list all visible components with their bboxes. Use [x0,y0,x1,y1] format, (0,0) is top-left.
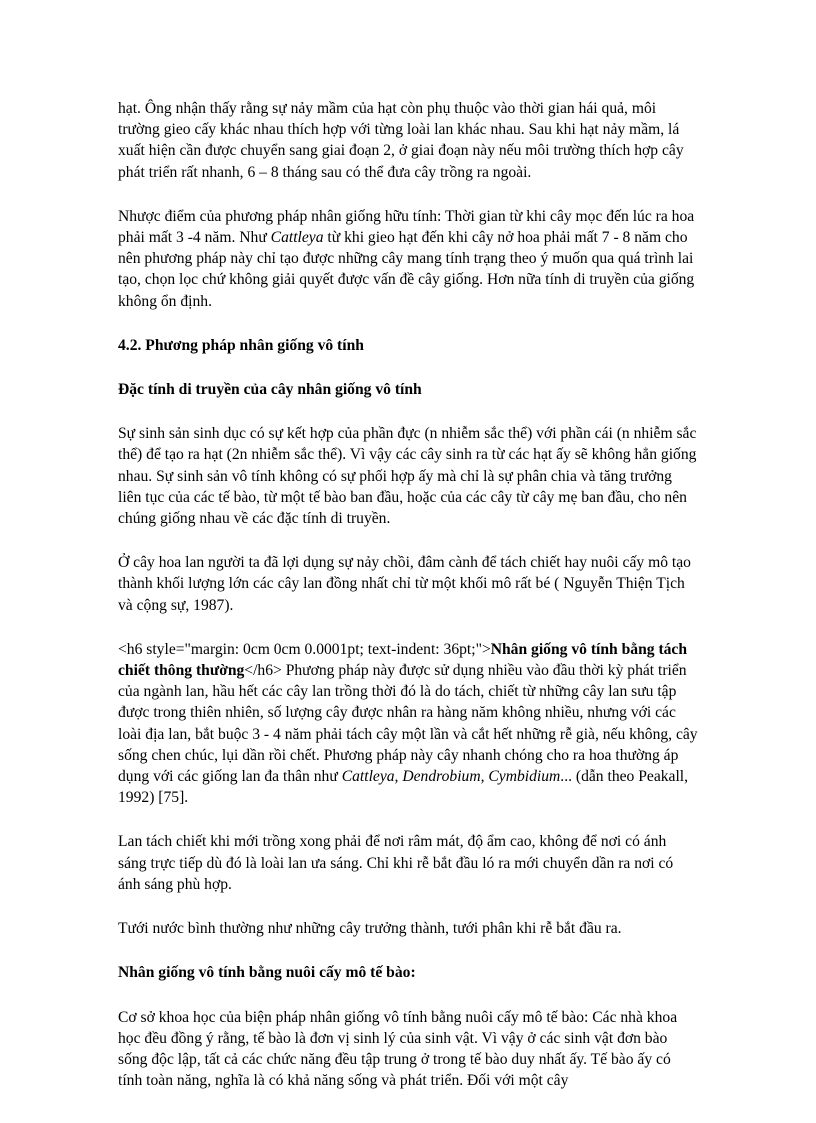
paragraph-seed-germination: hạt. Ông nhận thấy rằng sự nảy mầm của hạt còn phụ thuộc vào thời gian hái quả, môi trường gieo cấy khác nhau thích hợp với từng loài lan khác nhau. Sau khi hạt nảy mầm, lá xuất hiện cần được chuyển sang giai đoạn 2, ở giai đoạn này nếu môi trường thích hợp cây phát triển rất nhanh, 6 – 8 tháng sau có thể đưa cây trồng ra ngoài. [118,100,684,181]
inline-bold-heading: Nhân giống vô tính bằng tách chiết thông thường [118,640,688,680]
paragraph-aftercare: Lan tách chiết khi mới trồng xong phải để nơi râm mát, độ ẩm cao, không để nơi có ánh sáng trực tiếp dù đó là loài lan ưa sáng. Chỉ khi rễ bắt đầu ló ra mới chuyển dần ra nơi có ánh sáng phù hợp. [118,833,674,893]
text-run: từ khi gieo hạt đến khi cây nở hoa phải mất 7 - 8 năm cho nên phương pháp này chỉ tạo được những cây mang tính trạng theo ý muốn qua quá trình lai tạo, chọn lọc chứ không giải quyết được vấn đề cây giống. Hơn nữa tính di truyền của giống không ổn định. [118,229,695,310]
paragraph-sexual-disadvantage [118,206,698,312]
subheading-genetic-traits: Đặc tính di truyền của cây nhân giống vô tính [118,381,422,399]
paragraph-watering: Tưới nước bình thường như những cây trưởng thành, tưới phân khi rễ bắt đầu ra. [118,920,622,938]
text-run: Phương pháp này được sử dụng nhiều vào đầu thời kỳ phát triển của ngành lan, hầu hết các cây lan trồng thời đó là do tách, chiết từ những cây lan sưu tập được trong thiên nhiên, số lượng cây được nhân ra hàng năm không nhiều, nhưng với các loài địa lan, bắt buộc 3 - 4 năm phải tách cây một lần và cắt hết những rễ già, nếu không, cây sống chen chúc, lụi dần rồi chết. Phương pháp này cây nhanh chóng cho ra hoa thường áp dụng với các giống lan đa thân như [118,662,698,786]
section-heading-4-2: 4.2. Phương pháp nhân giống vô tính [118,336,364,354]
text-run: Nhược điểm của phương pháp nhân giống hữu tính: Thời gian từ khi cây mọc đến lúc ra hoa phải mất 3 -4 năm. Như [118,207,695,247]
paragraph-division-method [118,639,698,809]
italic-genus: Cattleya [270,229,324,247]
italic-genera: Cattleya, Dendrobium, Cymbidium [341,768,561,786]
paragraph-tissue-culture-basis: Cơ sở khoa học của biện pháp nhân giống vô tính bằng nuôi cấy mô tế bào: Các nhà khoa học đều đồng ý rằng, tế bào là đơn vị sinh lý của sinh vật. Vì vậy ở các sinh vật đơn bào sống độc lập, tất cả các chức năng đều tập trung ở trong tế bào duy nhất ấy. Tế bào ấy có tính toàn năng, nghĩa là có khả năng sống và phát triển. Đối với một cây [118,1008,678,1090]
document-page [118,98,698,1091]
paragraph-reproduction: Sự sinh sản sinh dục có sự kết hợp của phần đực (n nhiễm sắc thể) với phần cái (n nhiễm sắc thể) để tạo ra hạt (2n nhiễm sắc thể). Vì vậy các cây sinh ra từ các hạt ấy sẽ không hẳn giống nhau. Sự sinh sản vô tính không có sự phối hợp ấy mà chỉ là sự phân chia và tăng trưởng liên tục của các tế bào, từ một tế bào ban đầu, hoặc của các cây từ cây mẹ ban đầu, cho nên chúng giống nhau về các đặc tính di truyền. [118,425,697,528]
raw-html-tag: <h6 style="margin: 0cm 0cm 0.0001pt; text-indent: 36pt;"> [118,640,491,658]
raw-html-tag: </h6> [244,662,282,680]
text-run: ... (dẫn theo Peakall, 1992) [75]. [118,768,689,807]
subheading-tissue-culture: Nhân giống vô tính bằng nuôi cấy mô tế bào: [118,964,416,982]
paragraph-orchid-propagation: Ở cây hoa lan người ta đã lợi dụng sự nảy chồi, đâm cành để tách chiết hay nuôi cấy mô tạo thành khối lượng lớn các cây lan đồng nhất chỉ từ một khối mô rất bé ( Nguyễn Thiện Tịch và cộng sự, 1987). [118,554,691,614]
